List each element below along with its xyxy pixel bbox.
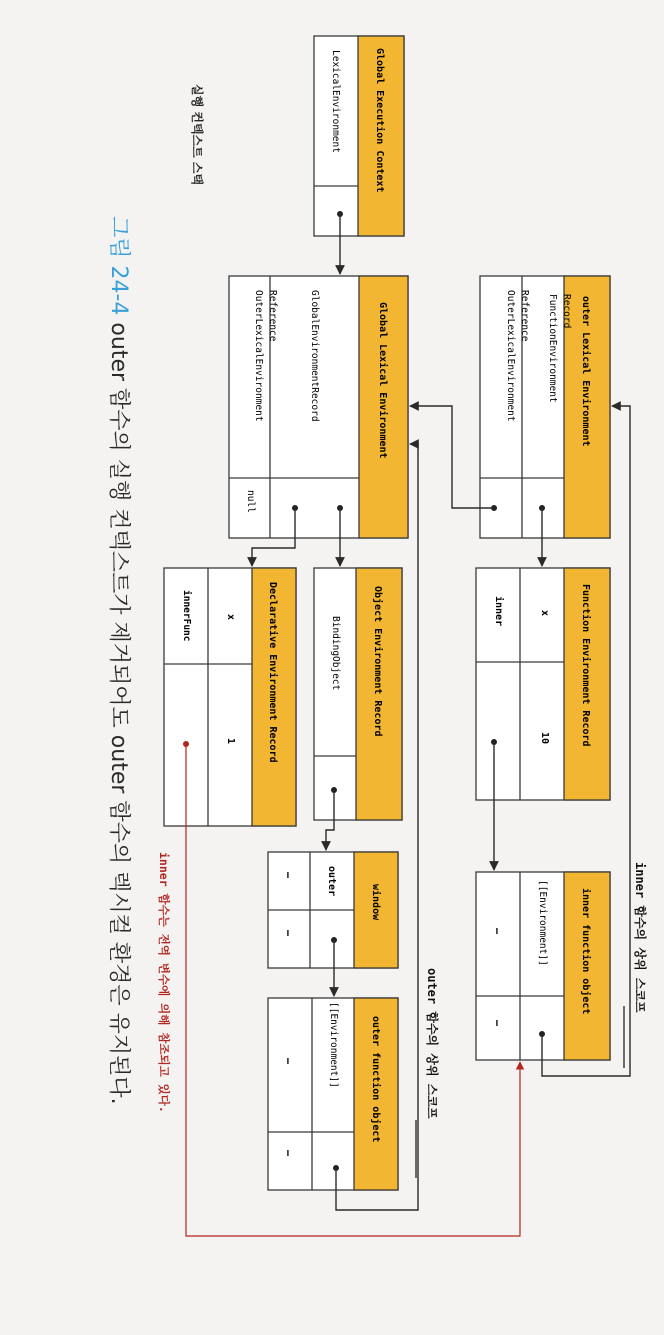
stack-label: 실행 컨텍스트 스택 — [190, 84, 204, 186]
win-row-outer: outer — [326, 866, 337, 897]
ifo-value-ellipsis: … — [493, 1020, 504, 1027]
ifo-title: inner function object — [580, 888, 591, 1015]
ofo-row-ellipsis: … — [284, 1058, 295, 1065]
der-title: Declarative Environment Record — [267, 582, 278, 763]
oer-row-binding-object: BindingObject — [330, 616, 341, 691]
inner-function-object-box — [476, 872, 610, 1060]
der-row-innerfunc: innerFunc — [181, 590, 192, 642]
outer-lexical-environment-box — [480, 276, 610, 538]
der-row-x: x — [225, 614, 236, 621]
win-value-ellipsis: … — [284, 930, 295, 937]
outer-function-object-box — [268, 998, 398, 1190]
ofo-value-ellipsis: … — [284, 1150, 295, 1157]
ole-row-outer-ref: OuterLexicalEnvironment Reference — [505, 290, 530, 422]
outer-scope-annotation: outer 함수의 상위 스코프 — [425, 968, 439, 1119]
object-environment-record-box — [314, 568, 402, 820]
window-object-box — [268, 852, 398, 968]
global-execution-context-box — [314, 36, 404, 236]
ifo-row-ellipsis: … — [493, 928, 504, 935]
oer-title: Object Environment Record — [372, 586, 383, 737]
figure-caption-text: outer 함수의 실행 컨텍스트가 제거되어도 outer 함수의 렉시컬 환경은 유지된다. — [106, 315, 131, 1105]
ofo-row-environment: [[Environment]] — [328, 1002, 339, 1088]
fer-value-10: 10 — [539, 732, 550, 745]
inner-scope-annotation: inner 함수의 상위 스코프 — [633, 862, 647, 1013]
declarative-environment-record-box — [164, 568, 296, 826]
fer-row-x: x — [539, 610, 550, 617]
gec-row-lexical-environment: LexicalEnvironment — [330, 50, 341, 153]
figure-number: 그림 24-4 — [106, 216, 131, 316]
fer-title: Function Environment Record — [580, 584, 591, 747]
win-row-ellipsis: … — [284, 872, 295, 879]
innerfunc-reference-note: inner 함수는 전역 변수에 의해 참조되고 있다. — [157, 852, 171, 1113]
ole-title: outer Lexical Environment — [580, 296, 591, 447]
gle-row-outer-ref: OuterLexicalEnvironment Reference — [253, 290, 278, 422]
gle-value-null: null — [245, 490, 256, 513]
ole-row-function-env-record: FunctionEnvironment Record — [547, 294, 572, 403]
win-title: window — [370, 884, 381, 921]
ofo-title: outer function object — [370, 1016, 381, 1143]
function-environment-record-box — [476, 568, 610, 800]
der-value-1: 1 — [225, 738, 236, 745]
fer-row-inner: inner — [493, 596, 504, 627]
figure-caption — [106, 216, 131, 1105]
gec-title: Global Execution Context — [374, 48, 385, 193]
gle-row-global-env-record: GlobalEnvironmentRecord — [309, 290, 320, 422]
ifo-row-environment: [[Environment]] — [537, 880, 548, 966]
gle-title: Global Lexical Environment — [377, 302, 388, 459]
